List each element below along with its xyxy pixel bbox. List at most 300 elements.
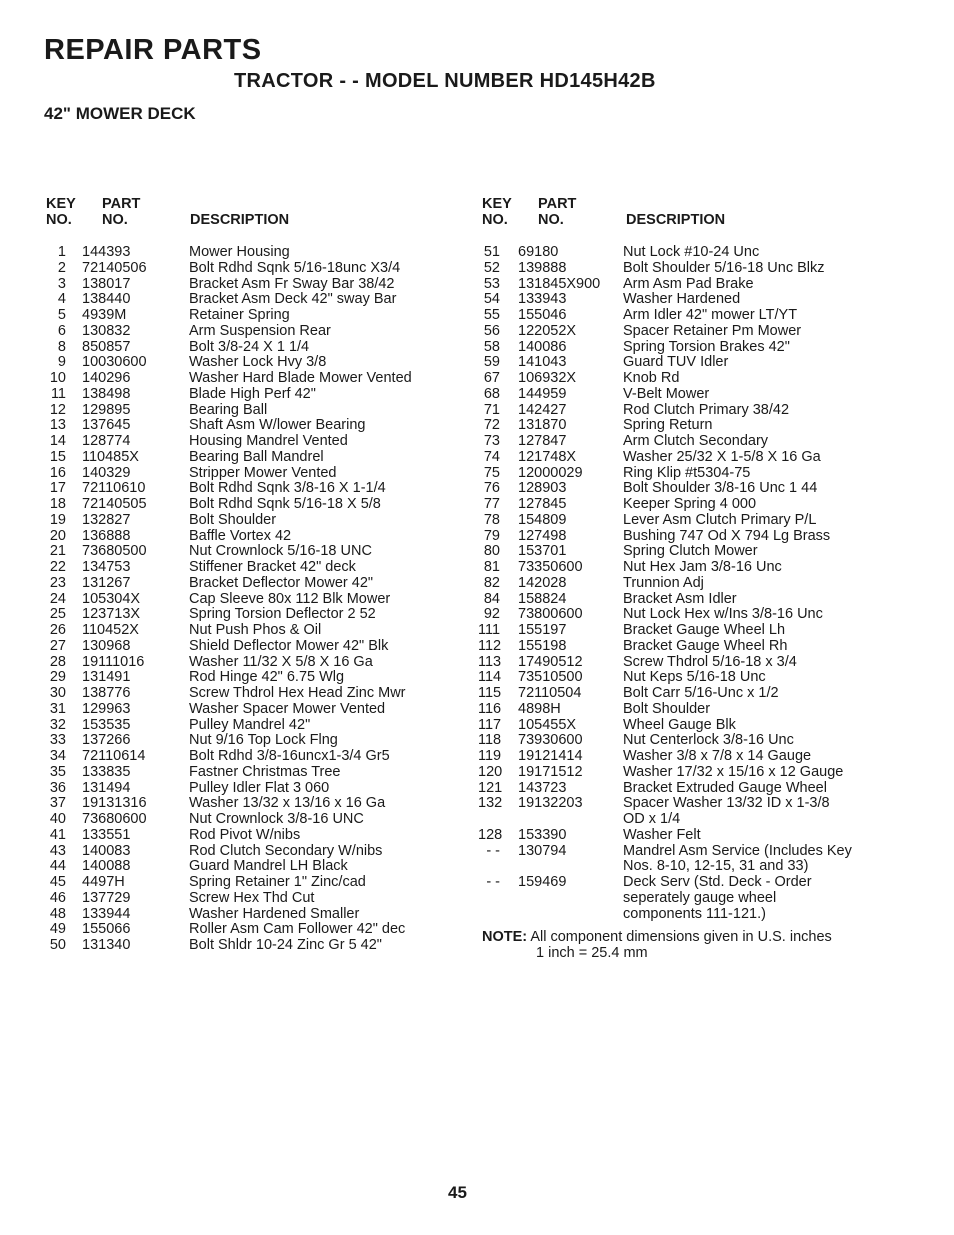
table-row [44,324,464,340]
key-number: 79 [483,527,500,544]
part-number: 132827 [82,511,131,528]
part-number: 72110614 [82,748,146,764]
part-description: Nut Crownlock 3/8-16 UNC [189,811,364,827]
table-row [478,466,948,482]
table-row [44,529,464,545]
key-number: 41 [49,826,66,843]
table-row [44,812,464,828]
part-number: 131845X900 [518,275,601,292]
note-label: NOTE: [482,929,528,945]
table-row [44,859,464,875]
part-number: 143723 [518,779,567,796]
table-row [478,481,948,497]
key-number: 18 [49,496,66,512]
key-number: 37 [49,795,66,812]
parts-list-left [44,245,464,954]
table-row [44,576,464,592]
table-row [478,277,948,293]
part-number: 153390 [518,826,567,843]
part-description: Nut Centerlock 3/8-16 Unc [623,732,794,749]
part-description: Rod Hinge 42" 6.75 Wlg [189,669,345,686]
part-description: Nut Keps 5/16-18 Unc [623,669,766,686]
key-number: 44 [49,858,66,875]
key-number: 4 [57,291,66,308]
table-row [44,371,464,387]
part-description: Nut 9/16 Top Lock Flng [189,732,338,749]
part-description: Screw Thdrol Hex Head Zinc Mwr [189,685,406,701]
part-description: Arm Clutch Secondary [623,433,769,449]
part-number: 133944 [82,905,131,922]
header-part-no: NO. [102,212,128,228]
table-row [478,875,948,891]
page-number: 45 [448,1183,467,1202]
key-number: 33 [49,732,66,749]
part-number: 144393 [82,244,131,260]
part-number: 73800600 [518,606,583,623]
part-number: 19121414 [518,748,583,764]
table-row [44,686,464,702]
part-number: 129963 [82,700,131,717]
table-row [478,718,948,734]
table-row [44,828,464,844]
part-description: Guard Mandrel LH Black [189,858,348,875]
header-part: PART [102,196,141,212]
part-number: 136888 [82,527,131,544]
part-number: 155197 [518,622,567,638]
part-number: 127498 [518,527,567,544]
part-number: 69180 [518,244,559,260]
part-description: Rod Clutch Primary 38/42 [623,401,790,418]
key-number: 30 [49,685,66,701]
part-number: 137645 [82,417,131,434]
table-row [44,670,464,686]
part-number: 121748X [518,448,577,465]
part-description: Pulley Mandrel 42" [189,716,311,733]
part-number: 144959 [518,385,567,402]
table-row [478,576,948,592]
key-number: 77 [483,496,500,512]
part-description: Bracket Asm Idler [623,590,737,607]
key-number: 32 [49,716,66,733]
key-number: 31 [49,700,66,717]
table-row [478,450,948,466]
key-number: 24 [49,590,66,607]
part-description: Fastner Christmas Tree [189,763,341,780]
part-number: 72110504 [518,685,582,701]
part-description: Rod Pivot W/nibs [189,826,301,843]
part-number: 72140506 [82,259,147,276]
table-row [478,261,948,277]
part-number: 153535 [82,716,131,733]
part-number: 73350600 [518,559,583,575]
part-description: Ring Klip #t5304-75 [623,464,751,481]
part-description: Bolt Carr 5/16-Unc x 1/2 [623,685,779,701]
table-row [478,434,948,450]
key-number: 21 [49,543,66,560]
part-number: 130832 [82,322,131,339]
part-number: 4939M [82,307,127,323]
table-row [478,245,948,261]
part-number: 73930600 [518,732,583,749]
table-row [44,292,464,308]
table-row [44,450,464,466]
key-number: 116 [478,700,502,717]
key-number: 17 [49,480,66,497]
part-description: Screw Hex Thd Cut [189,889,315,906]
table-row [44,796,464,812]
table-row [44,418,464,434]
part-description: Lever Asm Clutch Primary P/L [623,511,817,528]
table-row [44,765,464,781]
key-number: 84 [483,590,500,607]
table-row [478,560,948,576]
note-line-1: All component dimensions given in U.S. inches [530,929,832,945]
table-row [478,403,948,419]
key-number: 52 [483,259,500,276]
key-number: 114 [478,669,502,686]
key-number: 49 [49,921,66,938]
part-number: 110485X [82,448,139,465]
part-description: Nut Lock Hex w/Ins 3/8-16 Unc [623,606,823,623]
key-number: 78 [483,511,500,528]
part-description: Deck Serv (Std. Deck - Order [623,874,812,890]
part-description: Shield Deflector Mower 42" Blk [189,637,389,654]
table-row [44,513,464,529]
part-number: 140296 [82,370,131,386]
part-number: 154809 [518,511,567,528]
table-row [44,749,464,765]
part-number: 141043 [518,354,567,371]
part-number: 127845 [518,496,567,512]
header-description: DESCRIPTION [626,212,726,228]
table-row [44,907,464,923]
part-description: Bracket Gauge Wheel Lh [623,622,786,638]
table-row [478,702,948,718]
part-description: Nut Lock #10-24 Unc [623,244,760,260]
part-description: Retainer Spring [189,307,290,323]
part-description: Spring Torsion Brakes 42" [623,338,790,355]
key-number: - - [486,874,500,890]
table-row [44,592,464,608]
table-row [44,403,464,419]
key-number: 34 [49,748,66,764]
key-number: 27 [49,637,66,654]
part-description: Cap Sleeve 80x 112 Blk Mower [189,590,391,607]
part-number: 19111016 [82,653,145,670]
table-row [478,324,948,340]
part-number: 155066 [82,921,131,938]
key-number: 76 [483,480,500,497]
table-row [44,387,464,403]
part-description: Bolt Shoulder [623,700,711,717]
key-number: 2 [57,259,66,276]
part-number: 131340 [82,937,131,953]
part-description: Spacer Washer 13/32 ID x 1-3/8 [623,795,830,812]
key-number: 58 [483,338,500,355]
key-number: 81 [483,559,500,575]
key-number: - - [486,842,500,859]
part-description: Bracket Deflector Mower 42" [189,574,374,591]
key-number: 28 [49,653,66,670]
table-row [44,340,464,356]
table-row [478,639,948,655]
part-number: 155046 [518,307,567,323]
table-row [44,466,464,482]
table-row [478,828,948,844]
part-description: Stripper Mower Vented [189,464,337,481]
table-row [44,560,464,576]
part-description: Wheel Gauge Blk [623,716,736,733]
part-number: 73510500 [518,669,583,686]
table-row [478,513,948,529]
part-description: Nut Push Phos & Oil [189,622,322,638]
key-number: 67 [483,370,500,386]
key-number: 25 [49,606,66,623]
table-row [44,844,464,860]
page-title: REPAIR PARTS [44,34,262,66]
part-number: 142028 [518,574,567,591]
model-subtitle: TRACTOR - - MODEL NUMBER HD145H42B [234,70,656,92]
part-number: 17490512 [518,653,583,670]
key-number: 43 [49,842,66,859]
part-description: OD x 1/4 [623,811,681,827]
table-row [44,308,464,324]
part-description: Spring Torsion Deflector 2 52 [189,606,376,623]
part-description: Bolt Shoulder 3/8-16 Unc 1 44 [623,480,818,497]
part-number: 106932X [518,370,577,386]
key-number: 19 [49,511,66,528]
part-description: Mower Housing [189,244,290,260]
part-description: Washer Hard Blade Mower Vented [189,370,412,386]
part-number: 140088 [82,858,131,875]
table-row [478,781,948,797]
part-number: 133943 [518,291,567,308]
table-row [478,623,948,639]
table-row [44,623,464,639]
key-number: 16 [49,464,66,481]
key-number: 115 [478,685,502,701]
part-number: 137729 [82,889,131,906]
table-row [44,497,464,513]
part-description: Arm Suspension Rear [189,322,331,339]
key-number: 3 [57,275,66,292]
part-description: Bearing Ball [189,401,268,418]
table-row [44,434,464,450]
part-number: 123713X [82,606,141,623]
table-row [478,355,948,371]
part-number: 142427 [518,401,567,418]
part-description: Bolt Shoulder 5/16-18 Unc Blkz [623,259,825,276]
key-number: 112 [478,637,502,654]
part-description: Knob Rd [623,370,680,386]
key-number: 80 [483,543,500,560]
part-description: Shaft Asm W/lower Bearing [189,417,366,434]
table-row [44,355,464,371]
part-description: Spacer Retainer Pm Mower [623,322,802,339]
part-description: Roller Asm Cam Follower 42" dec [189,921,406,938]
table-row [478,387,948,403]
part-number: 72110610 [82,480,146,497]
key-number: 15 [49,448,66,465]
table-row [478,529,948,545]
part-number: 129895 [82,401,131,418]
part-description: Baffle Vortex 42 [189,527,292,544]
table-row [478,686,948,702]
part-number: 133835 [82,763,131,780]
key-number: 72 [483,417,500,434]
table-row [44,639,464,655]
key-number: 128 [478,826,503,843]
part-description: Screw Thdrol 5/16-18 x 3/4 [623,653,797,670]
section-title: 42" MOWER DECK [44,104,196,123]
part-description: Washer 3/8 x 7/8 x 14 Gauge [623,748,812,764]
key-number: 40 [49,811,66,827]
part-number: 131870 [518,417,567,434]
key-number: 36 [49,779,66,796]
table-row [478,371,948,387]
part-description: seperately gauge wheel [623,889,777,906]
table-row [44,702,464,718]
part-number: 138440 [82,291,131,308]
part-number: 140329 [82,464,131,481]
table-row [478,607,948,623]
key-number: 51 [483,244,500,260]
part-description: Washer Lock Hvy 3/8 [189,354,327,371]
part-description: Arm Asm Pad Brake [623,275,754,292]
part-number: 134753 [82,559,131,575]
note [482,930,832,962]
key-number: 111 [478,622,501,638]
part-description: Washer 25/32 X 1-5/8 X 16 Ga [623,448,821,465]
table-row [478,796,948,812]
key-number: 55 [483,307,500,323]
key-number: 20 [49,527,66,544]
key-number: 26 [49,622,66,638]
part-description: Pulley Idler Flat 3 060 [189,779,330,796]
key-number: 5 [57,307,66,323]
part-description: Bolt Rdhd Sqnk 3/8-16 X 1-1/4 [189,480,386,497]
table-row [478,891,948,907]
part-number: 130794 [518,842,567,859]
part-number: 140083 [82,842,131,859]
table-row [478,544,948,560]
part-description: Bearing Ball Mandrel [189,448,324,465]
part-description: Bolt Shoulder [189,511,277,528]
part-number: 850857 [82,338,131,355]
part-description: Washer 11/32 X 5/8 X 16 Ga [189,653,373,670]
table-row [44,718,464,734]
part-number: 131491 [82,669,131,686]
part-description: components 111-121.) [623,905,766,922]
table-row [44,544,464,560]
table-row [478,749,948,765]
key-number: 119 [478,748,502,764]
parts-list-right [478,245,948,922]
header-key: KEY [46,196,76,212]
table-row [478,497,948,513]
table-row [478,308,948,324]
key-number: 23 [49,574,66,591]
part-description: Bolt Rdhd Sqnk 5/16-18unc X3/4 [189,259,401,276]
key-number: 120 [478,763,503,780]
table-row [478,292,948,308]
key-number: 10 [49,370,66,386]
key-number: 71 [483,401,500,418]
part-number: 128903 [518,480,567,497]
part-description: Bolt Rdhd Sqnk 5/16-18 X 5/8 [189,496,381,512]
table-row [44,922,464,938]
table-row [44,245,464,261]
part-number: 110452X [82,622,139,638]
key-number: 8 [57,338,66,355]
part-description: Washer Felt [623,826,701,843]
header-part: PART [538,196,577,212]
table-row [478,670,948,686]
key-number: 92 [483,606,500,623]
part-description: Bolt Shldr 10-24 Zinc Gr 5 42" [189,937,382,953]
key-number: 11 [50,385,66,402]
key-number: 56 [483,322,500,339]
table-row [478,859,948,875]
note-line-2: 1 inch = 25.4 mm [536,944,648,961]
part-number: 4898H [518,700,561,717]
part-number: 4497H [82,874,125,890]
table-row [478,340,948,356]
key-number: 82 [483,574,500,591]
part-number: 158824 [518,590,567,607]
key-number: 9 [57,354,66,371]
key-number: 45 [49,874,66,890]
part-number: 155198 [518,637,567,654]
table-row [44,277,464,293]
part-number: 131267 [82,574,131,591]
key-number: 35 [49,763,66,780]
header-key-no: NO. [46,212,72,228]
table-row [478,765,948,781]
key-number: 75 [483,464,500,481]
part-number: 139888 [518,259,567,276]
part-description: Nos. 8-10, 12-15, 31 and 33) [623,858,809,875]
table-row [44,875,464,891]
part-number: 19132203 [518,795,583,812]
part-number: 19171512 [518,763,583,780]
part-description: Blade High Perf 42" [189,385,316,402]
part-number: 138498 [82,385,131,402]
part-description: Mandrel Asm Service (Includes Key [623,842,852,859]
table-row [44,655,464,671]
part-number: 140086 [518,338,567,355]
key-number: 6 [57,322,66,339]
table-row [44,261,464,277]
key-number: 14 [49,433,66,449]
key-number: 73 [483,433,500,449]
part-description: Nut Hex Jam 3/8-16 Unc [623,559,782,575]
part-number: 12000029 [518,464,583,481]
header-key-no: NO. [482,212,508,228]
table-row [44,938,464,954]
key-number: 118 [478,732,502,749]
table-row [44,607,464,623]
key-number: 46 [49,889,66,906]
key-number: 54 [483,291,500,308]
part-number: 131494 [82,779,131,796]
header-description: DESCRIPTION [190,212,290,228]
part-description: Keeper Spring 4 000 [623,496,757,512]
key-number: 22 [49,559,66,575]
part-description: Bushing 747 Od X 794 Lg Brass [623,527,831,544]
part-description: Spring Clutch Mower [623,543,758,560]
part-description: Arm Idler 42" mower LT/YT [623,307,798,323]
